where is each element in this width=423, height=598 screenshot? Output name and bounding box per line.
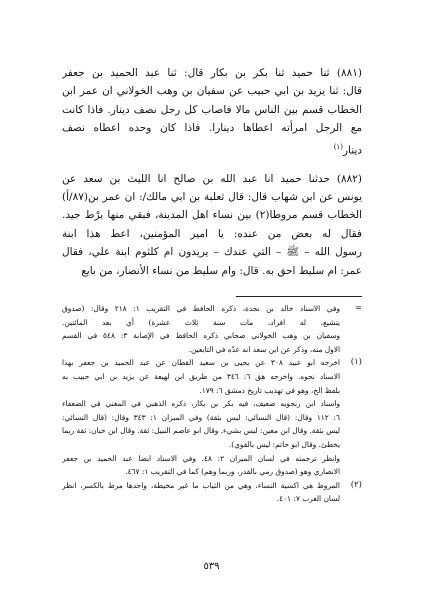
text-line: (٨٨٢) حدثنا حميد انا عبد الله بن صالح انا الليث بن سعد عن [62, 172, 362, 185]
text-line: الخطاب قسم بين الناس مالا فاصاب كل رجل نصف دينار. فاذا كانت [62, 103, 362, 116]
footnote-line: اخرجه ابو عبيد ٣٠٨ عن يحيى بن سعيد القطان عن عبد الحميد بن جعفر بهذا [62, 358, 340, 368]
footnote-line: يخطئ. وقال ابو حاتم: ليس بالقوي). [228, 439, 340, 449]
footnotes [62, 302, 362, 506]
footnote-mark: (٢) [350, 479, 362, 490]
text-line: الخطاب قسم مروطا(٢) بين نساء اهل المدينة، فبقي منها برْط جيد. [62, 209, 362, 222]
footnote-line: لسان العرب ٧: ٤٠١. [276, 494, 340, 504]
paragraph-882 [62, 170, 362, 280]
footnote-line: واسناد ابن زنجويه ضعيف، فيه بكر بن بكار، ذكره الذهبي في المغني في الضعفاء [62, 399, 340, 409]
footnote-line: الانصاري وهو (صدوق رمي بالقدر، وربما وهم) كما في التقريب ١: ٤٦٧. [125, 467, 340, 477]
footnote-line: المروط هي اكسية النساء، وهي من الثياب ما غير مخيطة، واحدها مرط بالكسر، انظر [62, 480, 340, 490]
footnote-line: بلفظ الخ، وهو في تهذيب تاريخ دمشق ٦: ١٧٩. [199, 385, 340, 395]
text-line: قال: ثنا يزيد بن ابي حبيب عن سفيان بن وهب الخولاني ان عمر ابن [62, 85, 362, 98]
text-line: عمر: ام سليط احق به. قال: وام سليط من نساء الأنصار، من بايع [81, 264, 362, 277]
text-line [62, 138, 362, 160]
main-text [62, 64, 362, 280]
footnote-1 [62, 356, 362, 478]
text-line: فقال له بعض من عنده: يا امير المؤمنين، اعط هذا ابنة [62, 227, 362, 240]
page-number: ٥٣٩ [203, 561, 220, 572]
text-line: يونس عن ابن شهاب قال: قال ثعلبة بن ابي مالك/: ان عمر بن(٨٧/أ) [62, 190, 362, 203]
footnote-line: وفي الاسناد خالد بن نجدة، ذكره الحافظ في التقريب ١: ٢١٨ وقال: (صدوق [62, 304, 340, 313]
footnote-ref: (١) [333, 142, 343, 151]
footnote-2 [62, 479, 362, 506]
footnote-body [62, 302, 340, 356]
footnote-line: الاسناد نحوه. واخرجه هق ٦: ٣٤٦ من طريق ابن لهيعة عن يزيد بن ابي حبيب به [62, 371, 340, 381]
paragraph-gap [62, 160, 362, 170]
text-line: رسول الله – ﷺ – التي عندك – يريدون ام كلثوم ابنة علي، فقال [62, 246, 362, 259]
paragraph-881 [62, 64, 362, 160]
text-line: مع الرجل امرأته اعطاها دينارا. فاذا كان وحده اعطاه نصف [62, 122, 362, 135]
footnote-separator [236, 296, 362, 297]
footnote-line: الاول منه، وذكر عن ابن سعد انه عدّه في التابعين. [188, 344, 340, 354]
footnote-line: ٦: ١١٢ وقال: (قال النسائي: ليس بثقة) وفي الميزان ١: ٣٤٣ وقال: (قال النسائي: [62, 412, 340, 422]
footnote-body [62, 356, 340, 478]
footnote-line: وانظر ترجمته في لسان الميزان ٢: ٤٨. وفي الاسناد ايضا عبد الحميد بن جعفر [62, 453, 340, 463]
footnote-line: ليس بثقة. وقال ابن معين: ليس بشيء. وقال ابو عاصم النبيل: ثقة. وقال ابن حبان: ثقة ربما [62, 426, 340, 436]
footnote-continuation [62, 302, 362, 356]
footnote-mark: = [354, 303, 362, 313]
footnote-mark: (١) [350, 357, 362, 368]
footnote-line: وسفيان بن وهب الخولاني صحابي ذكره الحافظ في الإصابة ٣: ٥٤٨ في القسم [62, 331, 340, 341]
footnote-body [62, 479, 340, 506]
text-line-part: دينار [342, 144, 362, 157]
footnote-line: يتشيع، له افراد، مات سنة ثلاث عشرة) أي بعد المائتين. [62, 317, 340, 327]
text-line: (٨٨١) ثنا حميد ثنا بكر بن بكار قال: ثنا عبد الحميد بن جعفر [62, 67, 362, 79]
